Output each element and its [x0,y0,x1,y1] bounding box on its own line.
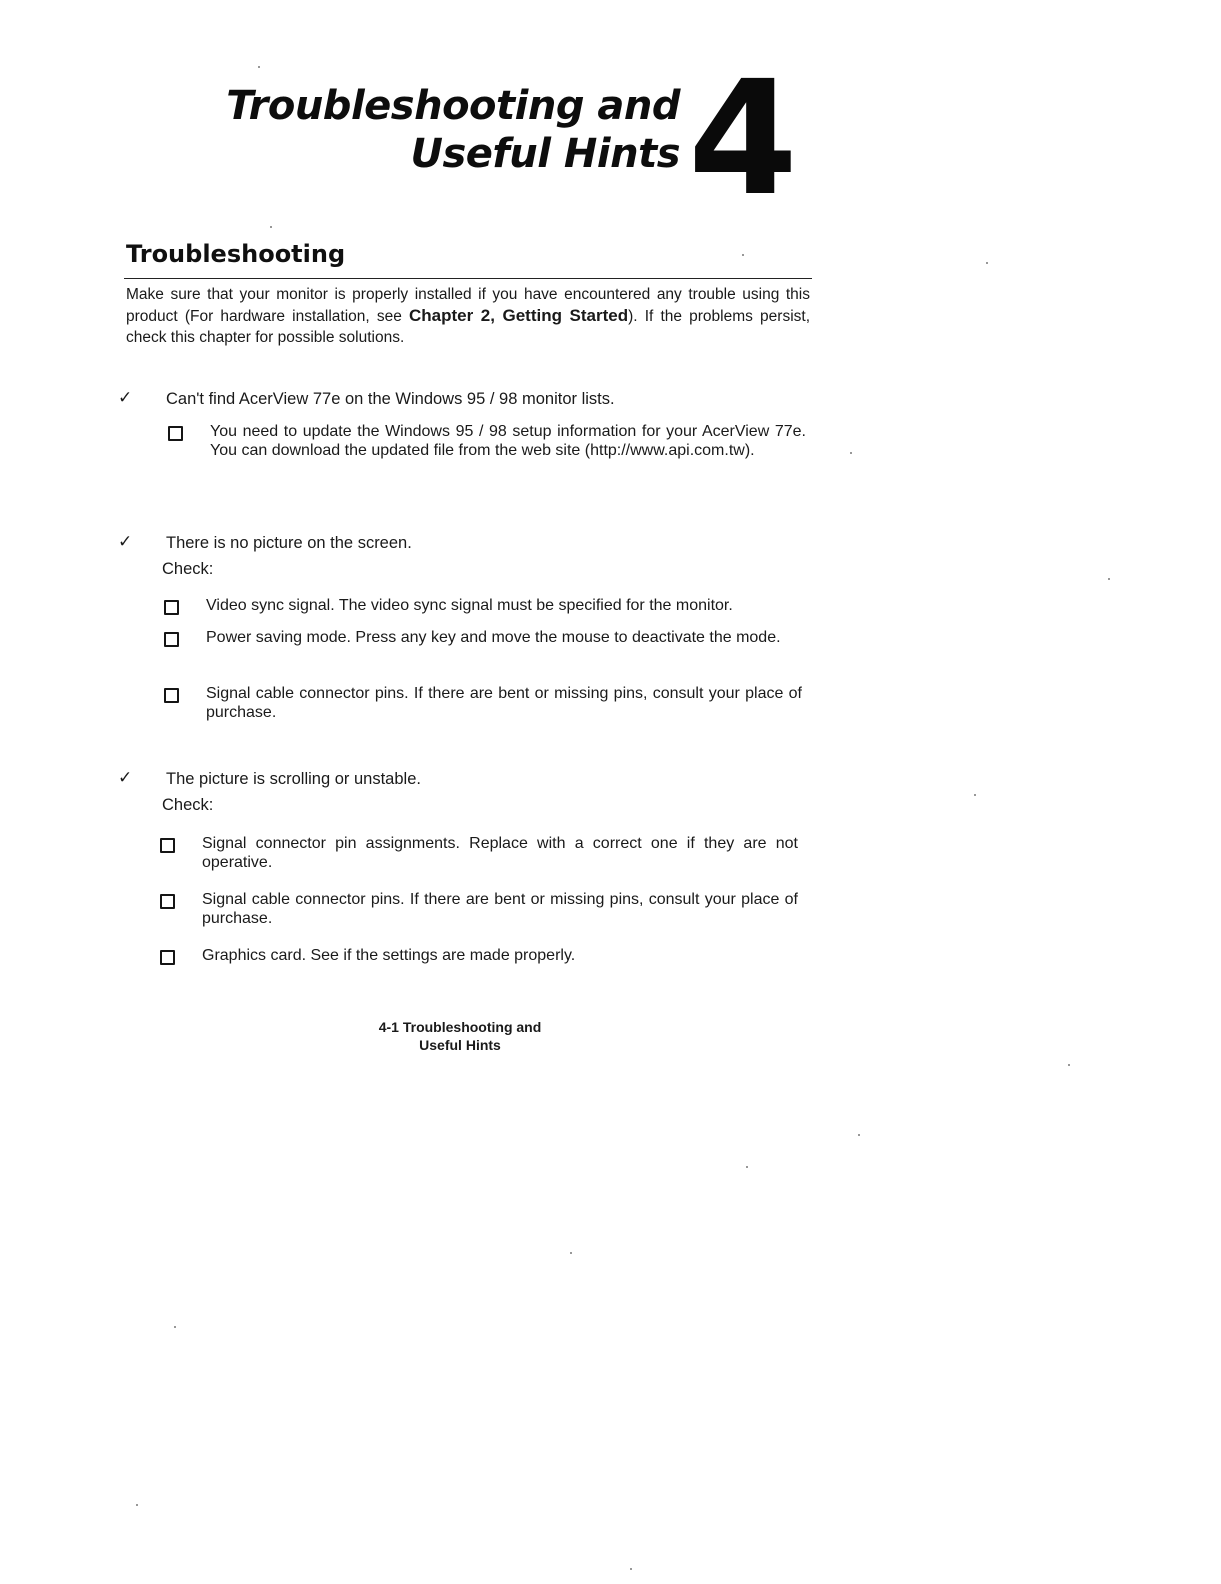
solution-text: Signal cable connector pins. If there are bent or missing pins, consult your place of purchase. [202,891,798,927]
issue-title: The picture is scrolling or unstable. [166,770,421,788]
scan-speck [1108,578,1110,580]
checkbox-icon [160,838,175,853]
solution-text: Video sync signal. The video sync signal must be specified for the monitor. [206,597,733,614]
scan-speck [746,1166,748,1168]
chapter-title-line2: Useful Hints [410,131,680,177]
checkmark-icon: ✓ [118,388,133,408]
page-footer [340,1018,580,1054]
checkbox-icon [164,600,179,615]
solution-text: Signal connector pin assignments. Replace with a correct one if they are not operative. [202,835,798,871]
scan-speck [974,794,976,796]
scan-speck [986,262,988,264]
checkbox-icon [164,688,179,703]
scan-speck [174,1326,176,1328]
section-divider [124,278,812,279]
chapter-number: 4 [688,47,798,231]
scan-speck [258,66,260,68]
footer-line1: 4-1 Troubleshooting and [378,1019,542,1035]
issue-title: There is no picture on the screen. [166,534,412,552]
checkbox-icon [160,894,175,909]
scan-speck [742,254,744,256]
checkbox-icon [164,632,179,647]
footer-line2: Useful Hints [419,1037,501,1053]
scan-speck [850,452,852,454]
intro-chapter-reference: Chapter 2, Getting Started [408,306,629,325]
solution-text: You need to update the Windows 95 / 98 setup information for your AcerView 77e. You can download the updated file from the web site (http://www.api.com.tw). [210,423,806,459]
scan-speck [858,1134,860,1136]
chapter-title-line1: Troubleshooting and [226,83,680,129]
intro-paragraph [126,284,810,348]
scan-speck [136,1504,138,1506]
checkmark-icon: ✓ [118,768,133,788]
scan-speck [270,226,272,228]
intro-text-part2: ). If the problems persist, check this chapter for possible solutions. [126,308,810,346]
chapter-title [160,82,680,178]
section-heading: Troubleshooting [126,240,346,268]
check-label: Check: [162,796,214,814]
checkbox-icon [168,426,183,441]
solution-text: Graphics card. See if the settings are made properly. [202,947,576,964]
scan-speck [630,1568,632,1570]
scan-speck [570,1252,572,1254]
check-label: Check: [162,560,214,578]
intro-text-part1: Make sure that your monitor is properly installed if you have encountered any trouble using this product (For hardware installation, see [126,286,810,325]
solution-text: Power saving mode. Press any key and move the mouse to deactivate the mode. [206,629,781,646]
solution-text: Signal cable connector pins. If there are bent or missing pins, consult your place of purchase. [206,685,802,721]
scan-speck [1068,1064,1070,1066]
checkmark-icon: ✓ [118,532,133,552]
checkbox-icon [160,950,175,965]
issue-title: Can't find AcerView 77e on the Windows 95 / 98 monitor lists. [166,390,615,408]
